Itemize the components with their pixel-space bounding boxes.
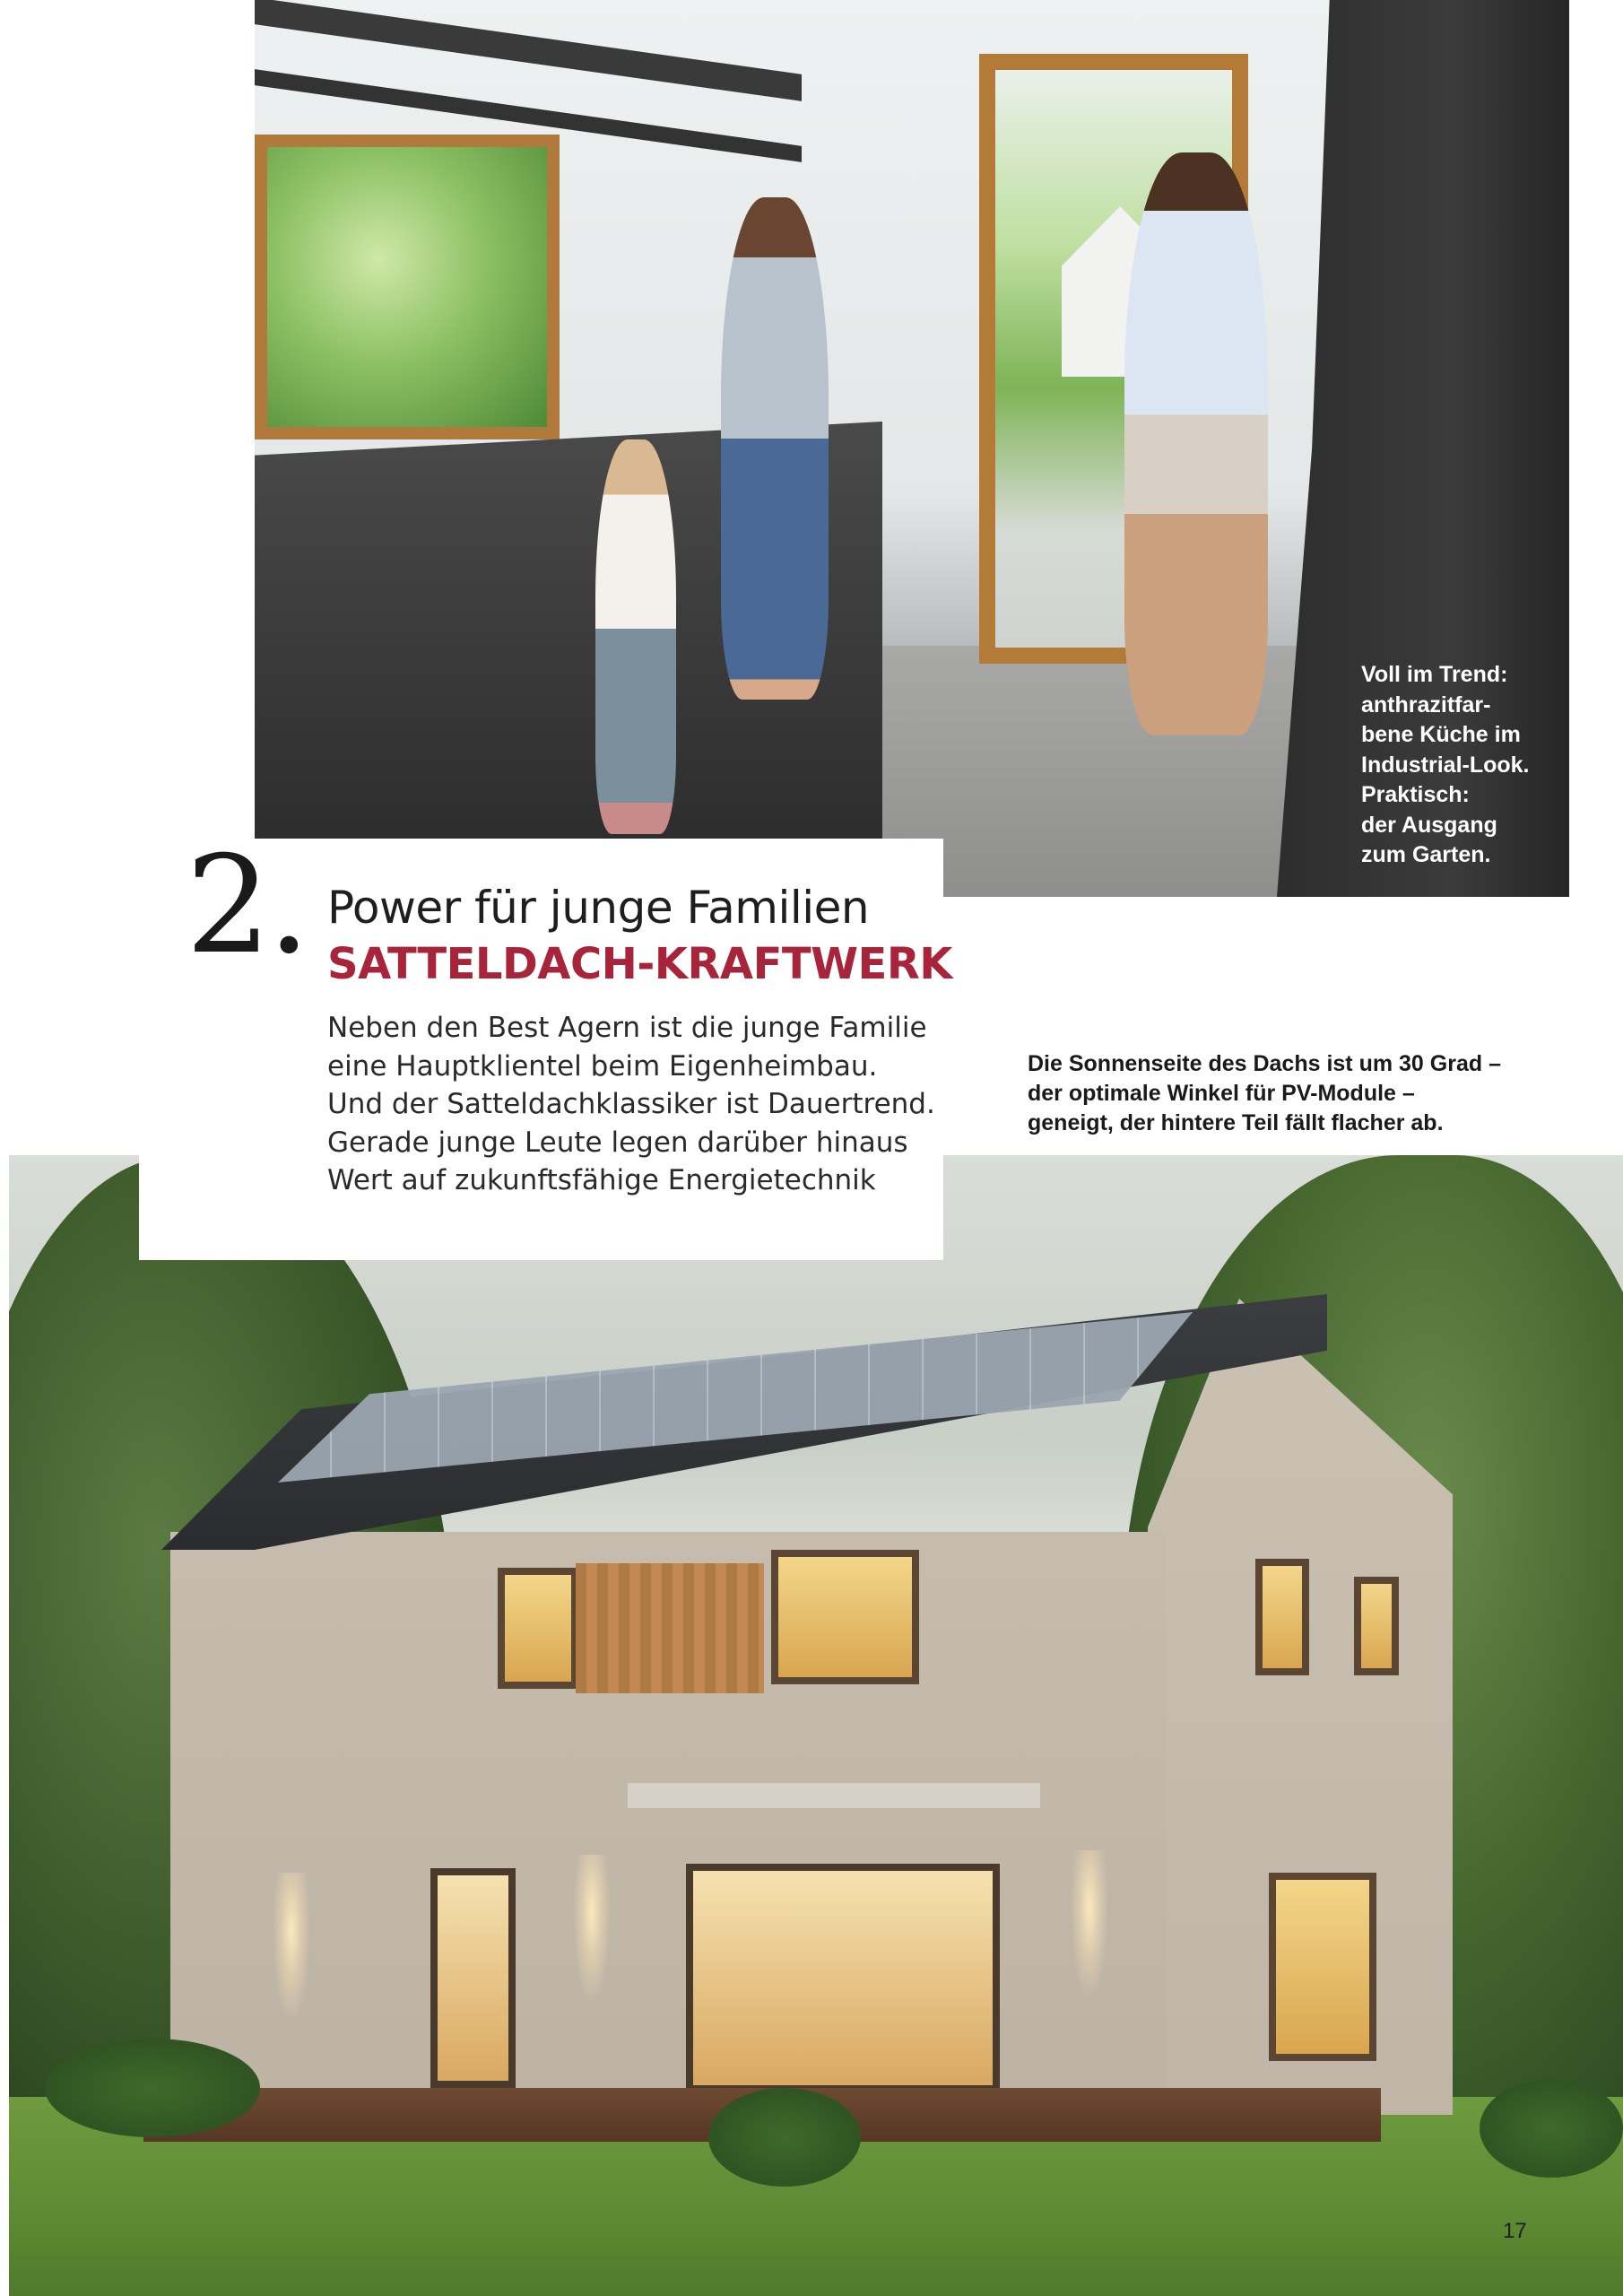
patio-door (686, 1864, 1000, 2092)
wooden-shutter (576, 1563, 764, 1693)
window (498, 1568, 578, 1689)
house-photo (9, 1155, 1623, 2296)
shrub (708, 2088, 861, 2187)
article-headline: SATTELDACH-KRAFTWERK (327, 939, 952, 989)
window (771, 1550, 919, 1684)
article-subtitle: Power für junge Familien (327, 882, 870, 934)
awning (628, 1783, 1040, 1808)
side-door (430, 1868, 516, 2088)
kitchen-photo-caption: Voll im Trend: anthrazitfar- bene Küche im Industrial-Look. Praktisch: der Ausgang zum Garten. (1361, 662, 1530, 867)
child-figure (595, 439, 676, 834)
window (1354, 1577, 1399, 1675)
kitchen-window (255, 135, 560, 439)
house-photo-caption: Die Sonnenseite des Dachs ist um 30 Grad – der optimale Winkel für PV-Module – geneigt, der hintere Teil fällt flacher ab. (1028, 1051, 1501, 1135)
woman-figure (721, 197, 829, 700)
shrub (1480, 2079, 1623, 2178)
wall-lamp (273, 1873, 309, 2016)
man-figure (1124, 152, 1268, 735)
wall-lamp (574, 1855, 610, 1998)
wall-lamp (1072, 1850, 1107, 1994)
article-body: Neben den Best Agern ist die junge Familie eine Hauptklientel beim Eigenheimbau. Und der Satteldachklassiker ist Dauertrend. Gerade junge Leute legen darüber hinaus Wert auf zukunftsfähige Energietechnik (327, 1012, 935, 1196)
article-panel (139, 828, 952, 1260)
shrub (45, 2039, 260, 2137)
page-number: 17 (1503, 2219, 1527, 2243)
section-number: 2. (186, 828, 308, 984)
window (1269, 1873, 1376, 2061)
window (1255, 1559, 1309, 1675)
